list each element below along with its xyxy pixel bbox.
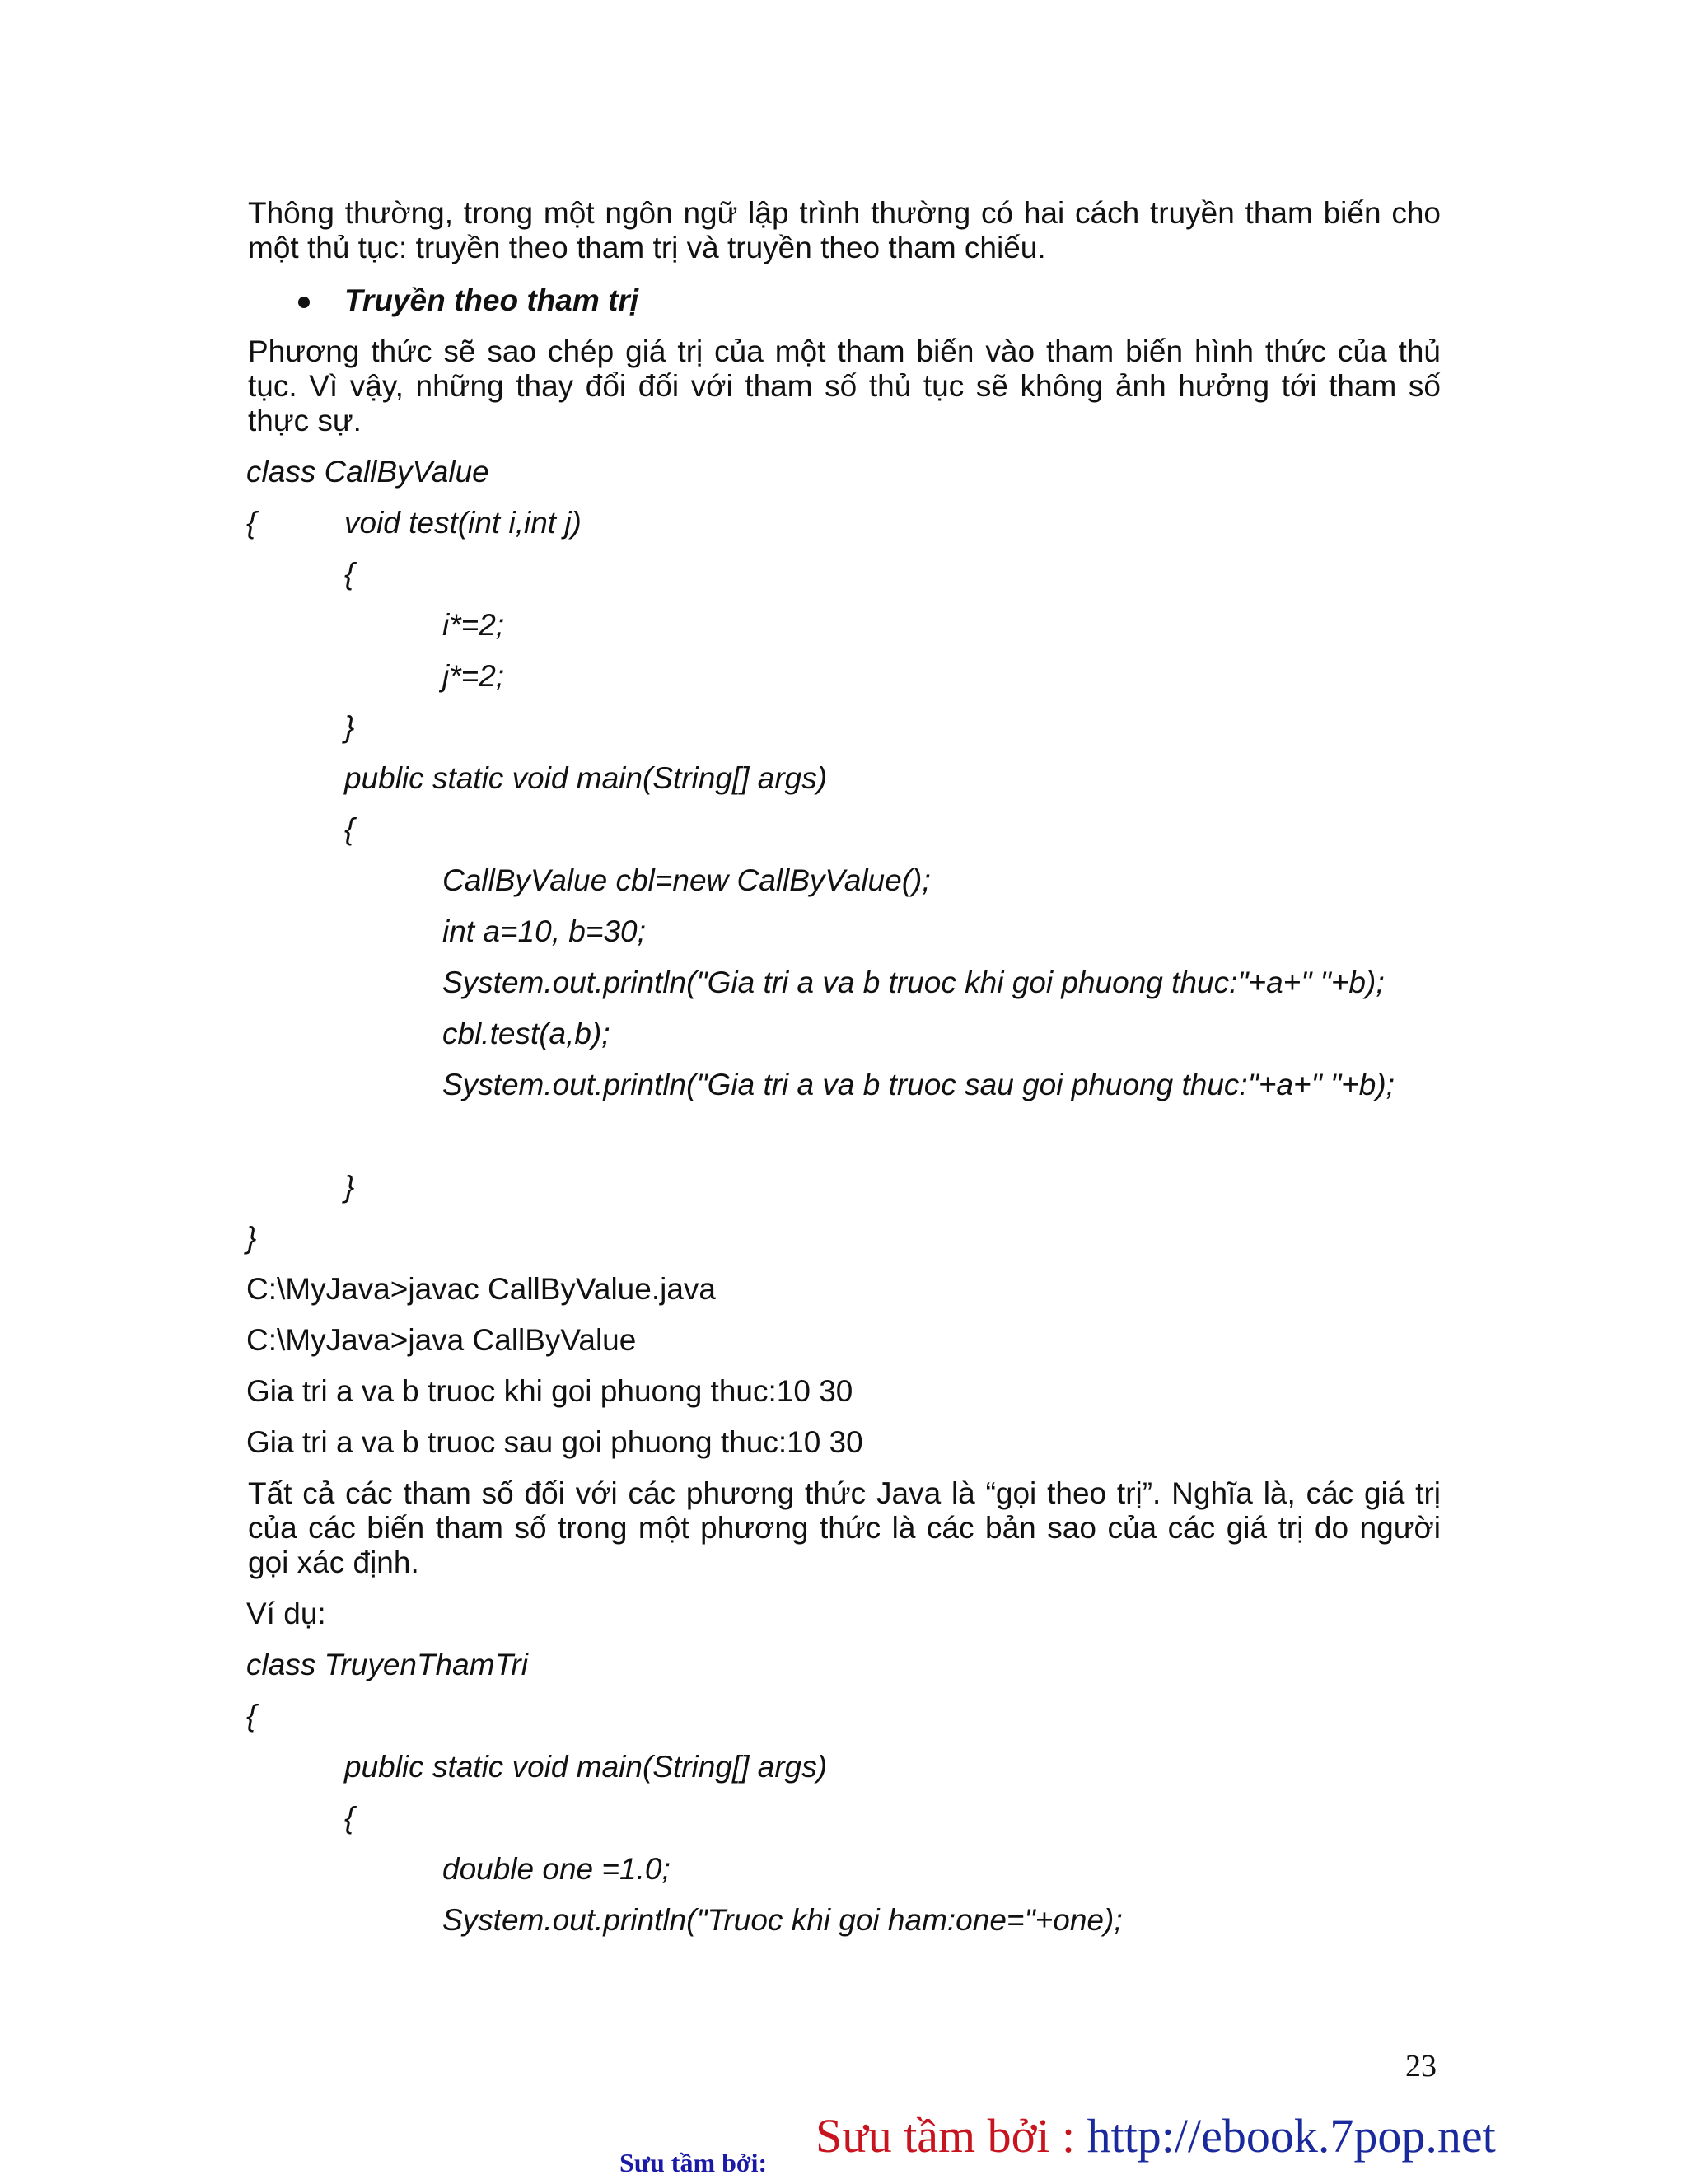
code-line: int a=10, b=30;: [442, 914, 646, 948]
code-line: class CallByValue: [246, 455, 489, 489]
code-line: {: [344, 1801, 355, 1835]
watermark-logo: [815, 2109, 1496, 2163]
watermark-url: http://ebook.7pop.net: [1087, 2109, 1496, 2163]
code-line: System.out.println("Gia tri a va b truoc khi goi phuong thuc:"+a+" "+b);: [442, 966, 1385, 999]
code-line: System.out.println("Truoc khi goi ham:one="+one);: [442, 1903, 1123, 1937]
code-line: double one =1.0;: [442, 1852, 671, 1886]
code-line: }: [344, 710, 355, 744]
code-line: public static void main(String[] args): [344, 761, 828, 795]
console-line: C:\MyJava>java CallByValue: [246, 1323, 637, 1357]
code-line: {: [344, 812, 355, 846]
console-line: Gia tri a va b truoc khi goi phuong thuc:10 30: [246, 1374, 853, 1408]
code-line: }: [246, 1221, 257, 1255]
code-line: j*=2;: [442, 659, 505, 693]
code-line: cbl.test(a,b);: [442, 1017, 610, 1050]
code-line: void test(int i,int j): [344, 506, 582, 540]
code-line: {: [246, 506, 257, 540]
intro-paragraph: Thông thường, trong một ngôn ngữ lập trình thường có hai cách truyền tham biến cho một thủ tục: truyền theo tham trị và truyền theo tham chiếu.: [248, 196, 1441, 264]
description-paragraph: Phương thức sẽ sao chép giá trị của một tham biến vào tham biến hình thức của thủ tục. Vì vậy, những thay đổi đối với tham số thủ tục sẽ không ảnh hưởng tới tham số thực sự.: [248, 334, 1441, 437]
code-line: {: [344, 557, 355, 591]
code-line: }: [344, 1170, 355, 1204]
page-number: 23: [1405, 2049, 1437, 2083]
bullet-icon: [298, 297, 310, 308]
code-line: i*=2;: [442, 608, 505, 642]
code-line: {: [246, 1699, 257, 1733]
bullet-heading: Truyền theo tham trị: [344, 283, 639, 317]
credit-label: Sưu tầm bởi:: [619, 2148, 768, 2177]
console-line: Gia tri a va b truoc sau goi phuong thuc:10 30: [246, 1425, 863, 1459]
console-line: C:\MyJava>javac CallByValue.java: [246, 1272, 716, 1306]
code-line: System.out.println("Gia tri a va b truoc sau goi phuong thuc:"+a+" "+b);: [442, 1068, 1395, 1101]
code-line: CallByValue cbl=new CallByValue();: [442, 863, 931, 897]
explanation-paragraph: Tất cả các tham số đối với các phương thức Java là “gọi theo trị”. Nghĩa là, các giá trị của các biến tham số trong một phương thức là các bản sao của các giá trị do người gọi xác định.: [248, 1476, 1441, 1579]
code-line: public static void main(String[] args): [344, 1750, 828, 1784]
example-label: Ví dụ:: [246, 1597, 326, 1630]
watermark-prefix: Sưu tầm bởi :: [815, 2109, 1087, 2163]
code-line: class TruyenThamTri: [246, 1648, 528, 1681]
